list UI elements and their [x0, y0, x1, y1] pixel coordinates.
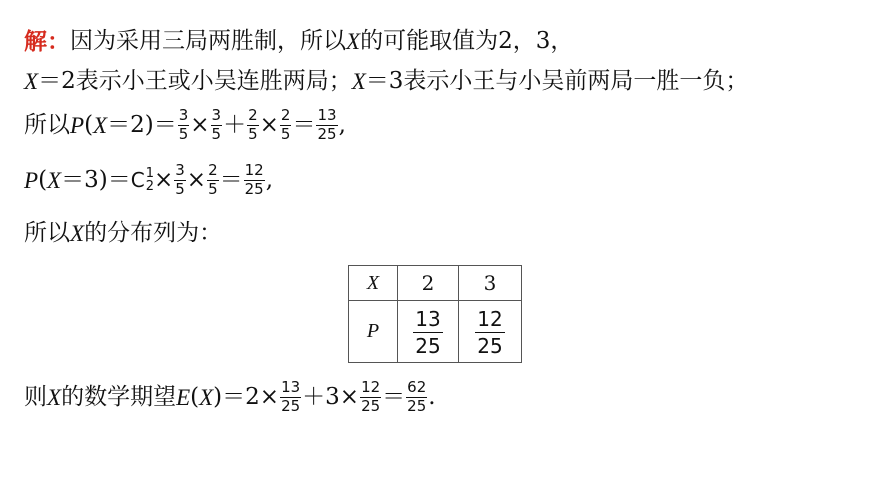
- line1-text: 因为采用三局两胜制，所以: [70, 28, 346, 54]
- table-cell: [398, 301, 459, 363]
- variable-x: X: [93, 112, 108, 138]
- fraction-result: [244, 163, 265, 198]
- solution-label-colon: ：: [47, 28, 70, 55]
- line3-prefix: 所以: [24, 111, 70, 138]
- denominator: 25: [317, 124, 337, 143]
- expectation-symbol: E: [176, 384, 191, 410]
- line6-text: 的数学期望: [61, 383, 177, 410]
- equals-sign: ＝: [292, 111, 316, 138]
- solution-line-1: [24, 30, 573, 53]
- line5-prefix: 所以: [24, 220, 70, 246]
- times-sign: ×: [186, 166, 207, 193]
- denominator: 25: [415, 333, 441, 358]
- denominator: 25: [361, 396, 381, 415]
- fraction: [207, 163, 219, 198]
- equals-sign: ＝: [382, 383, 406, 410]
- denominator: 25: [281, 396, 301, 415]
- line2-text-1: ＝2表示小王或小吴连胜两局；: [38, 68, 352, 94]
- probability-symbol: P: [24, 167, 39, 193]
- distribution-intro-line: [24, 222, 222, 245]
- fraction: [413, 308, 442, 357]
- numerator: 2: [248, 106, 258, 124]
- numerator: 2: [280, 106, 291, 124]
- probability-x-equals-3-line: [24, 163, 273, 198]
- numerator: 3: [175, 161, 185, 179]
- line2-text-2: ＝3表示小王与小吴前两局一胜一负；: [365, 68, 749, 94]
- numerator: 2: [208, 161, 218, 179]
- distribution-table: [348, 265, 522, 363]
- numerator: 62: [407, 378, 427, 396]
- denominator: 5: [280, 124, 291, 143]
- numerator: 12: [477, 306, 503, 331]
- equals-value: ＝2)＝: [107, 111, 177, 138]
- numerator: 12: [244, 161, 264, 179]
- variable-x: X: [24, 69, 39, 94]
- fraction: [247, 108, 259, 143]
- combination-base: C: [130, 168, 145, 193]
- comma: ,: [265, 166, 274, 193]
- line5-text: 的分布列为：: [84, 220, 223, 246]
- line6-prefix: 则: [24, 383, 47, 410]
- table-row-label: P: [349, 301, 398, 363]
- close-equals-two-times: )＝2×: [213, 383, 280, 410]
- variable-x: X: [199, 384, 214, 410]
- variable-x: X: [346, 29, 361, 54]
- denominator: 5: [208, 179, 218, 198]
- equals-value: ＝3)＝: [61, 166, 131, 193]
- solution-line-2: [24, 70, 748, 93]
- table-cell: [459, 301, 522, 363]
- variable-x: X: [70, 221, 85, 246]
- denominator: 25: [407, 396, 427, 415]
- fraction-result: [316, 108, 337, 143]
- fraction: [280, 380, 301, 415]
- probability-symbol: P: [70, 112, 85, 138]
- variable-x: X: [351, 69, 366, 94]
- combination-sup: 1: [145, 165, 154, 181]
- numerator: 13: [415, 306, 441, 331]
- variable-x: X: [47, 167, 62, 193]
- line1-text-2: 的可能取值为2，3，: [360, 28, 574, 54]
- equals-sign: ＝: [219, 166, 243, 193]
- denominator: 25: [244, 179, 264, 198]
- fraction: [178, 108, 190, 143]
- solution-label: 解: [24, 28, 47, 55]
- fraction-result: [406, 380, 427, 415]
- table-header-cell: 2: [398, 266, 459, 301]
- denominator: 5: [178, 124, 189, 143]
- times-sign: ×: [259, 111, 279, 138]
- numerator: 13: [281, 378, 301, 396]
- fraction: [174, 163, 186, 198]
- period: .: [428, 383, 436, 410]
- denominator: 5: [211, 124, 222, 143]
- times-sign: ×: [153, 166, 174, 193]
- denominator: 5: [248, 124, 258, 143]
- numerator: 3: [211, 106, 222, 124]
- numerator: 3: [178, 106, 189, 124]
- table-row: [349, 301, 522, 363]
- comma: ,: [338, 111, 346, 138]
- probability-x-equals-2-line: [24, 108, 346, 143]
- times-sign: ×: [190, 111, 210, 138]
- combination-symbol: [131, 167, 154, 194]
- denominator: 25: [477, 333, 503, 358]
- fraction: [211, 108, 223, 143]
- table-row: [349, 266, 522, 301]
- table-header-cell: 3: [459, 266, 522, 301]
- plus-three-times: ＋3×: [302, 383, 360, 410]
- fraction: [475, 308, 504, 357]
- expectation-line: [24, 380, 436, 415]
- fraction: [360, 380, 381, 415]
- fraction: [280, 108, 292, 143]
- combination-scripts: [146, 167, 154, 194]
- variable-x: X: [47, 384, 62, 410]
- numerator: 12: [361, 378, 381, 396]
- table-header-cell: X: [349, 266, 398, 301]
- denominator: 5: [175, 179, 185, 198]
- numerator: 13: [317, 106, 337, 124]
- open-paren: (: [190, 383, 200, 410]
- open-paren: (: [84, 111, 94, 138]
- plus-sign: ＋: [223, 111, 247, 138]
- open-paren: (: [38, 166, 48, 193]
- combination-sub: 2: [145, 179, 154, 195]
